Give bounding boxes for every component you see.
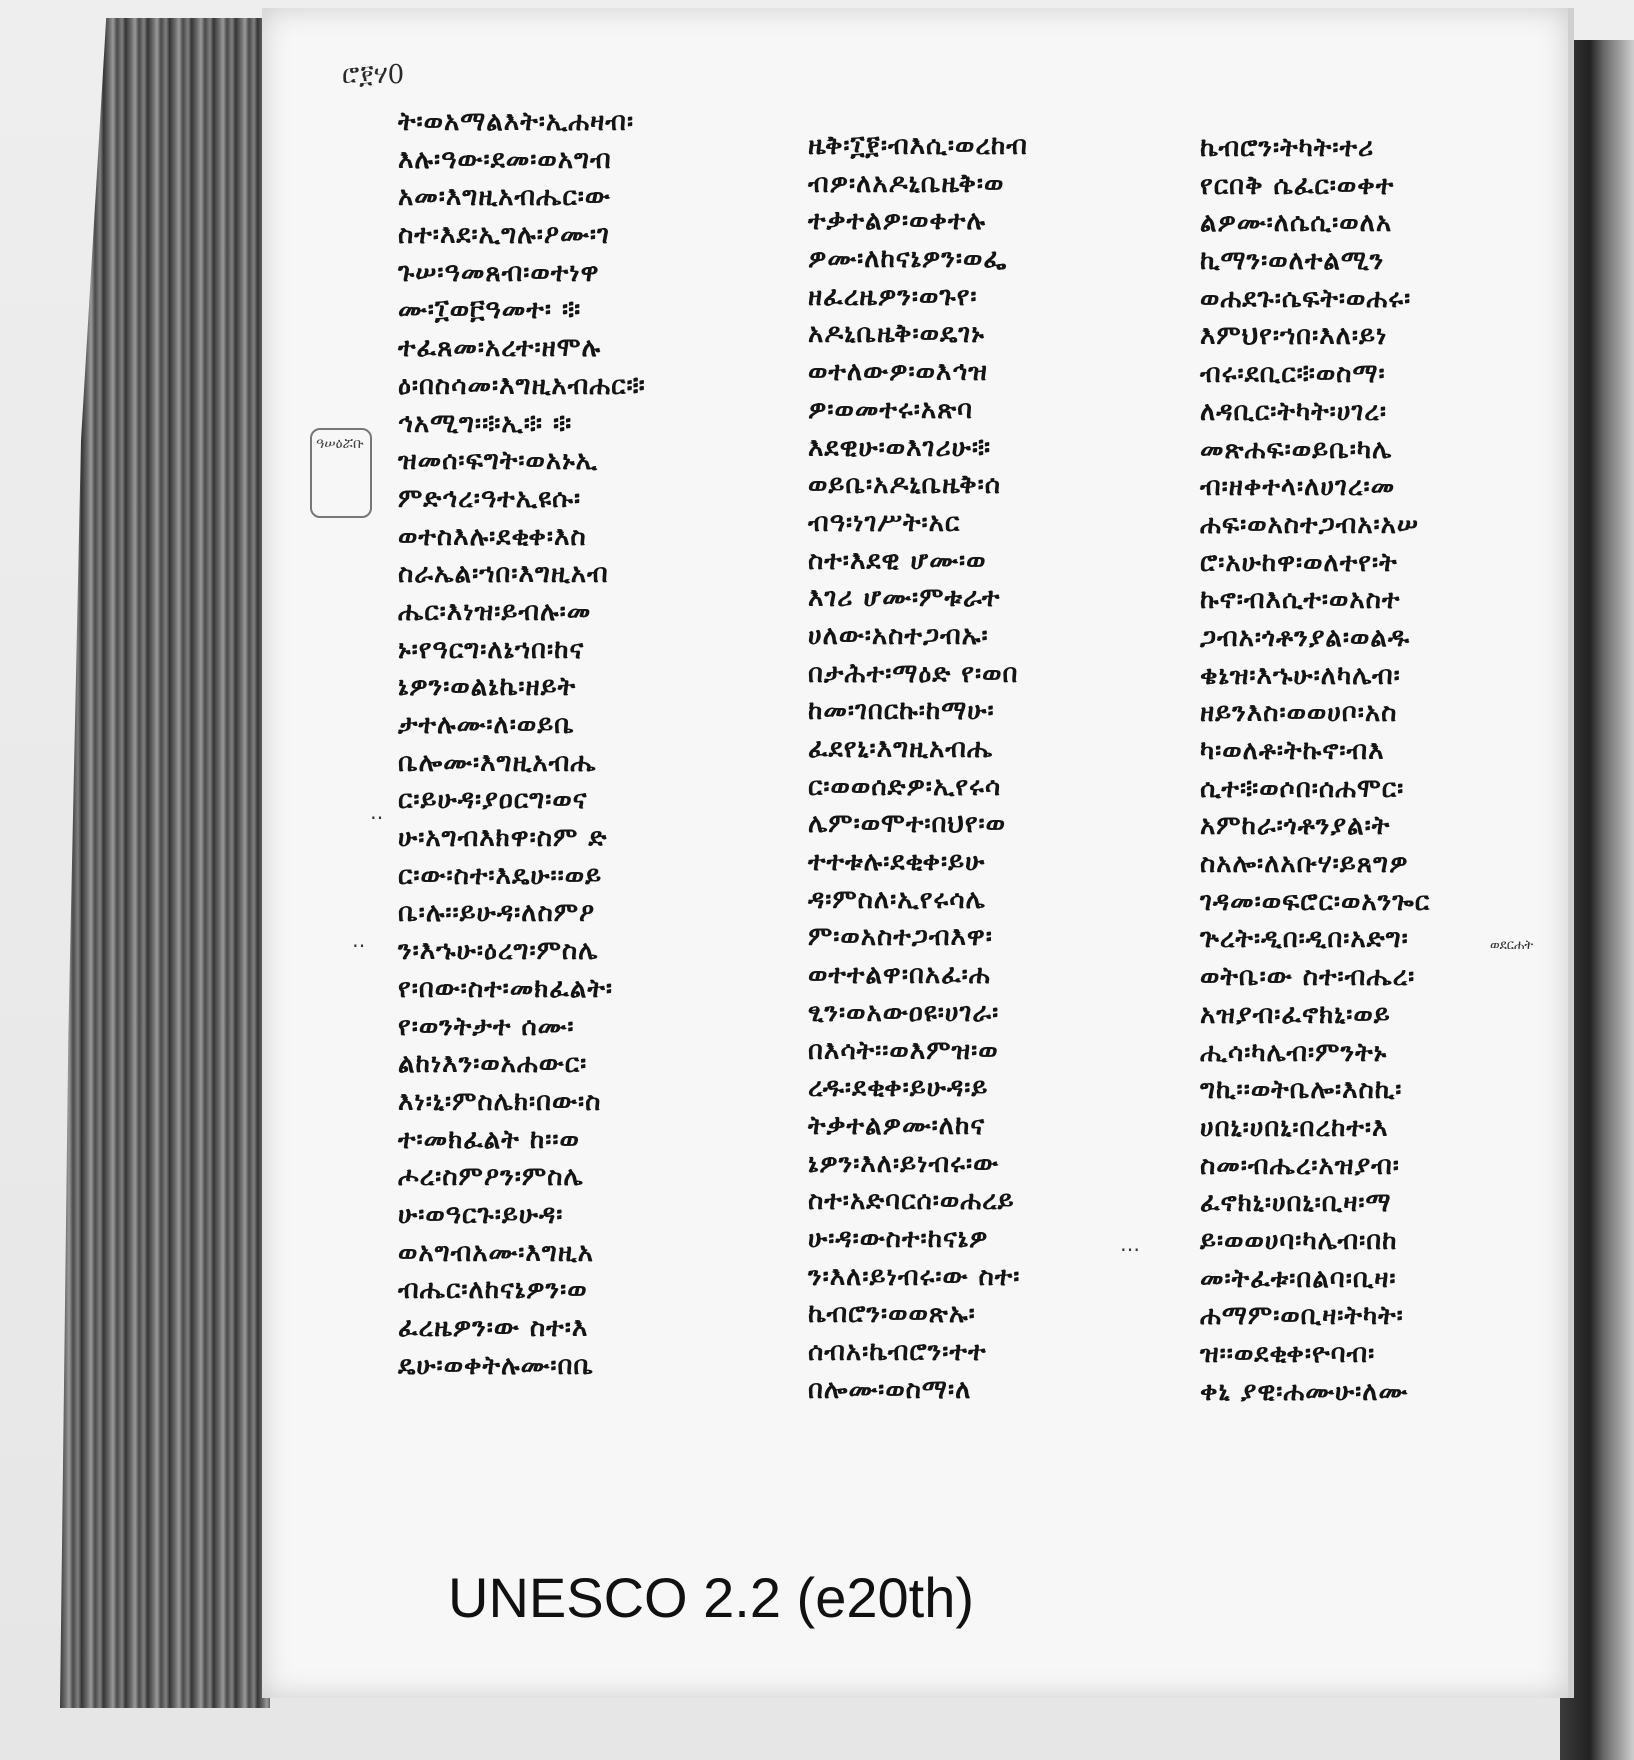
text-line: በታሕተ፡ማዕድ የ፡ወበ — [808, 658, 1019, 689]
text-line: ካ፡ወለቶ፡ትኩኖ፡ብእ — [1200, 736, 1385, 766]
text-line: አዝያብ፡ፈኖክኒ፡ወይ — [1200, 999, 1391, 1030]
text-line: ሐማም፡ወቢዛ፡ትካት፡ — [1200, 1301, 1404, 1332]
text-line: ኑ፡የዓርግ፡ለኔኀበ፡ከና — [398, 634, 585, 665]
text-line: ሀበኒ፡ሀበኒ፡በረከተ፡እ — [1200, 1112, 1389, 1143]
text-line: እሉ፡ዓው፡ደመ፡ወአግብ — [398, 144, 612, 175]
text-line: ኪማን፡ወለተልሚን — [1200, 246, 1385, 277]
text-line: የርበቅ ሴፈር፡ወቀተ — [1200, 170, 1395, 201]
margin-dots: ‥ — [370, 800, 384, 824]
text-line: ር፡ይሁዳ፡ያዐርግ፡ወና — [398, 785, 588, 816]
text-line: አዶኒቤዜቅ፡ወዴገኑ — [808, 319, 985, 350]
text-line: እምህየ፡ኀበ፡እለ፡ይነ — [1200, 321, 1388, 352]
text-line: ኩኖ፡ብእሲተ፡ወአስተ — [1200, 585, 1401, 616]
text-line: ዴሁ፡ወቀትሉሙ፡በቤ — [398, 1350, 595, 1381]
text-line: ተ፡መክፈልት ከ፡፡ወ — [398, 1124, 580, 1155]
text-line: ወሐደጉ፡ሴፍት፡ወሐሩ፡ — [1200, 283, 1412, 314]
text-line: ዘፈረዜዎን፡ወጉየ፡ — [808, 281, 978, 312]
text-line: ፈረዜዎን፡ው ስተ፡እ — [398, 1313, 589, 1343]
text-line: ሁ፡አግብእክዋ፡ስም ድ — [398, 823, 608, 854]
text-line: ዘይንእስ፡ወወሀቦ፡አስ — [1200, 698, 1398, 729]
margin-note-stamp: ዓሠዕሯቡ — [310, 428, 372, 518]
text-line: ፂን፡ወአውዐዩ፡ሀገራ፡ — [808, 997, 1000, 1028]
text-line: ቤሎሙ፡እግዚአብሔ — [398, 747, 597, 778]
text-line: ብሔር፡ለከናኔዎን፡ወ — [398, 1275, 588, 1306]
text-line: ረዱ፡ደቂቀ፡ይሁዳ፡ይ — [808, 1073, 989, 1104]
text-line: ይ፡ወወሀባ፡ካሌብ፡በከ — [1200, 1225, 1398, 1256]
text-line: ብ፡ዘቀተላ፡ለሀገረ፡መ — [1200, 472, 1396, 503]
text-line: ትቃተልዎሙ፡ለከና — [808, 1110, 986, 1141]
text-line: ዳ፡ምስለ፡ኢየሩሳሌ — [808, 884, 986, 915]
text-line: ተተቱሉ፡ደቂቀ፡ይሁ — [808, 847, 986, 878]
text-line: ብዎ፡ለአዶኒቤዜቅ፡ወ — [808, 168, 1005, 199]
margin-dots: ‥ — [352, 928, 366, 952]
text-line: ሮ፡አሁከዋ፡ወለተየ፡ት — [1200, 547, 1398, 578]
text-line: ወትቤ፡ው ስተ፡ብሔረ፡ — [1200, 962, 1416, 993]
text-line: ሁ፡ዳ፡ውስተ፡ከናኔዎ — [808, 1223, 989, 1254]
text-line: እገሪ ሆሙ፡ምቱራተ — [808, 583, 1001, 614]
text-line: ተፈጸመ፡አረተ፡ዘሞሉ — [398, 333, 602, 364]
text-line: ከመ፡ገበርኩ፡ከማሁ፡ — [808, 696, 995, 727]
text-line: በሎሙ፡ወስማ፡ለ — [808, 1374, 972, 1405]
text-line: ልከነእን፡ወአሐውር፡ — [398, 1049, 588, 1080]
text-line: እደዊሁ፡ወእገሪሁ፨ — [808, 432, 992, 463]
text-line: ስራኤል፡ኀበ፡እግዚአብ — [398, 559, 609, 590]
text-line: ምድኅረ፡ዓተኢዩሱ፡ — [398, 483, 582, 514]
text-line: ስተ፡አድባርሰ፡ወሐረይ — [808, 1186, 1015, 1217]
text-line: ጕረት፡ዲበ፡ዲበ፡አድግ፡ — [1200, 924, 1409, 955]
text-line: ወተስእሉ፡ደቂቀ፡እስ — [398, 521, 587, 552]
text-line: ጋብአ፡ጎቶንያል፡ወልዱ — [1200, 622, 1411, 653]
book-page-edges — [60, 18, 270, 1708]
text-line: ኅአሚግ፡፨ኢ፨ ፨ — [398, 408, 573, 439]
text-line: የ፡በው፡ስተ፡መክፈልት፡ — [398, 973, 614, 1004]
text-line: ዜቅ፡፲፻፡ብእሲ፡ወረከብ — [808, 131, 1028, 161]
text-line: ሔር፡እነዝ፡ይብሉ፡መ — [398, 596, 592, 627]
text-column-1 — [398, 104, 646, 1385]
text-line: ሐፍ፡ወአስተጋብአ፡አሠ — [1200, 509, 1419, 540]
caption: UNESCO 2.2 (e20th) — [448, 1566, 974, 1629]
text-column-3 — [1200, 130, 1430, 1411]
text-line: ቀኒ ያዊ፡ሐሙሁ፡ለሙ — [1200, 1376, 1409, 1407]
text-line: ብሩ፡ደቢር፨ወስማ፡ — [1200, 359, 1386, 390]
text-line: ወተለውዎ፡ወእኅዝ — [808, 357, 988, 388]
text-line: ኔዎን፡ወልኔኬ፡ዘይት — [398, 672, 577, 703]
text-line: እነ፡ኒ፡ምስሌክ፡በው፡ስ — [398, 1086, 602, 1117]
margin-note-right: ወደርሐት — [1490, 938, 1534, 953]
text-line: ን፡እለ፡ይነብሩ፡ው ስተ፡ — [808, 1261, 1021, 1292]
text-line: ፈደየኒ፡እግዚአብሔ — [808, 734, 994, 764]
text-line: አመ፡እግዚአብሔር፡ው — [398, 182, 611, 213]
text-line: ሲተ፨ወሶበ፡ሰሐሞር፡ — [1200, 773, 1405, 804]
text-line: ገዳመ፡ወፍሮር፡ወአንጐር — [1200, 886, 1431, 917]
text-line: በእሳት፡፡ወእምዝ፡ወ — [808, 1035, 999, 1066]
text-line: ጉሠ፡ዓመጸብ፡ወተነዋ — [398, 257, 600, 288]
text-line: አምከራ፡ጎቶንያል፡ት — [1200, 811, 1391, 842]
text-line: ቄኔዝ፡እኁሁ፡ለካሌብ፡ — [1200, 660, 1401, 691]
text-line: ዝ፡፡ወደቂቀ፡ዮባብ፡ — [1200, 1339, 1376, 1369]
text-line: ታተሉሙ፡ለ፡ወይቤ — [398, 710, 575, 740]
text-line: ብዓ፡ነገሥት፡አር — [808, 507, 961, 538]
text-line: ሰብአ፡ኬብሮን፡ተተ — [808, 1337, 987, 1367]
text-line: ልዎሙ፡ለሴሲ፡ወለአ — [1200, 208, 1393, 239]
text-line: ሙ፡፲ወ፫ዓመተ፡ ፨ — [398, 295, 582, 326]
text-line: ሒሳ፡ካሌብ፡ምንትኑ — [1200, 1037, 1388, 1068]
text-line: ዕ፡በስሳመ፡እግዚአብሐር፨ — [398, 370, 646, 401]
text-line: ወይቤ፡አዶኒቤዜቅ፡ሰ — [808, 470, 1002, 501]
text-line: ግኪ፡፡ወትቤሎ፡እስኪ፡ — [1200, 1075, 1403, 1106]
text-line: ን፡እኁሁ፡ዕረግ፡ምስሌ — [398, 936, 599, 967]
text-line: ሁ፡ወዓርጉ፡ይሁዳ፡ — [398, 1199, 564, 1230]
text-line: ሌም፡ወሞተ፡በህየ፡ወ — [808, 809, 1007, 840]
text-line: ኬብሮን፡ትካት፡ተሪ — [1200, 133, 1375, 163]
text-line: ሖረ፡ስምዖን፡ምስሌ — [398, 1162, 584, 1193]
text-column-2 — [808, 128, 1028, 1409]
text-line: የ፡ወንትታተ ሰሙ፡ — [398, 1011, 575, 1042]
text-line: ለዳቢር፡ትካት፡ሀገረ፡ — [1200, 396, 1387, 427]
text-line: ኔዎን፡እለ፡ይነብሩ፡ው — [808, 1148, 1000, 1179]
text-line: ፈኖክኒ፡ሀበኒ፡ቢዛ፡ማ — [1200, 1188, 1392, 1219]
text-line: ር፡ወወሰድዎ፡ኢየሩሳ — [808, 771, 1002, 802]
text-line: ም፡ወአስተጋብእዋ፡ — [808, 922, 993, 953]
text-line: ዎ፡ወመተሩ፡አጽባ — [808, 394, 974, 425]
text-line: ኬብሮን፡ወወጽኡ፡ — [808, 1299, 976, 1330]
text-line: ስአሎ፡ለአቡሃ፡ይጸግዎ — [1200, 849, 1409, 880]
text-line: ስተ፡እደ፡ኢግሉ፡ዖሙ፡ገ — [398, 220, 610, 251]
text-line: ወአግብአሙ፡እግዚአ — [398, 1237, 594, 1268]
text-line: ት፡ወአማልእት፡ኢሐዛብ፡ — [398, 107, 635, 137]
text-line: መጽሐፍ፡ወይቤ፡ካሌ — [1200, 434, 1393, 465]
text-line: ዝመሰ፡ፍግት፡ወአኑኢ — [398, 446, 599, 477]
text-line: ዎሙ፡ለከናኔዎን፡ወፌ — [808, 244, 1008, 275]
text-line: ሀለው፡አስተጋብኡ፡ — [808, 620, 989, 651]
text-line: መ፡ትፈቱ፡በልባ፡ቢዛ፡ — [1200, 1263, 1397, 1294]
text-line: ር፡ው፡ስተ፡እዴሁ፡፡ወይ — [398, 860, 603, 891]
folio-number: ሮ፻ሃ0 — [342, 60, 405, 90]
text-line: ስመ፡ብሔረ፡አዝያብ፡ — [1200, 1150, 1400, 1181]
text-line: ስተ፡እደዊ ሆሙ፡ወ — [808, 545, 987, 576]
text-line: ወተተልዋ፡በአፈ፡ሐ — [808, 960, 991, 991]
margin-dots: … — [1120, 1232, 1140, 1256]
text-line: ቤ፡ሉ፡፡ይሁዳ፡ለስምዖ — [398, 898, 596, 929]
text-line: ተቃተልዎ፡ወቀተሉ — [808, 206, 987, 237]
